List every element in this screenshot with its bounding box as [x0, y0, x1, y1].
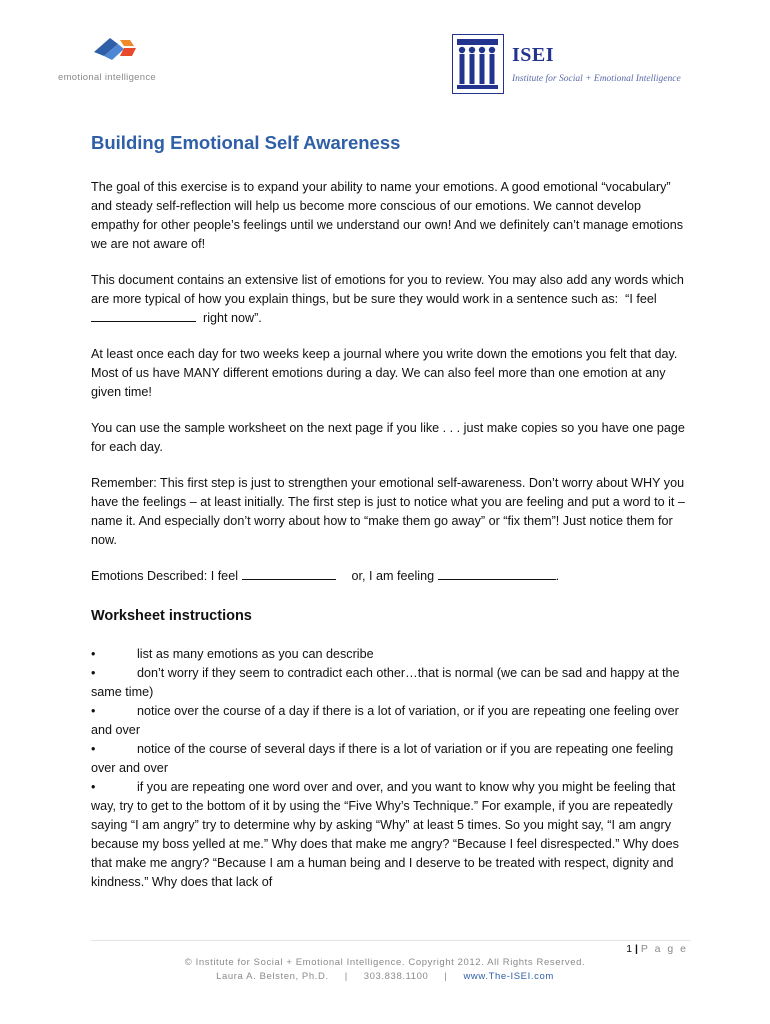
- emotions-described-line: Emotions Described: I feel or, I am feeling .: [91, 569, 560, 583]
- paragraph-document-contains: This document contains an extensive list of emotions for you to review. You may also add any words which are more typical of how you explain things, but be sure they would work in a sentence such as: “I feel right now”.: [91, 273, 684, 325]
- page-number: 1 | P a g e: [626, 943, 688, 955]
- paragraph-remember: Remember: This first step is just to strengthen your emotional self-awareness. Don’t worry about WHY you have the feelings – at least initially. The first step is just to notice what you are feeling and put a word to it – name it. And especially don’t worry about how to “make them go away” or “fix them”! Just notice them for now.: [91, 476, 685, 547]
- emotional-intelligence-logo: [58, 34, 178, 84]
- document-body: [91, 130, 691, 892]
- worksheet-heading: Worksheet instructions: [91, 608, 252, 624]
- feel-blank: [242, 568, 336, 580]
- footer-author: Laura A. Belsten, Ph.D.: [216, 971, 329, 982]
- list-item: • if you are repeating one word over and over, and you want to know why you might be feeling that way, try to get to the bottom of it by using the “Five Why’s Technique.” For example, if you are repeatedly saying “I am angry” try to determine why by asking “Why” at least 5 times. So you might say, “I am angry because my boss yelled at me.” Why does that make me angry? “Because I feel disrespected.” Why does that make me angry? “Because I am a human being and I deserve to be treated with respect, dignity and kindness.” Why does that lack of: [91, 780, 679, 889]
- isei-figures-icon: [452, 34, 504, 94]
- list-item: • list as many emotions as you can describe: [91, 647, 374, 661]
- footer-copyright: © Institute for Social + Emotional Intelligence. Copyright 2012. All Rights Reserved.: [184, 957, 586, 968]
- footer-phone: 303.838.1100: [363, 971, 429, 982]
- fill-in-blank: [91, 310, 196, 322]
- isei-logo: [452, 34, 702, 98]
- paragraph-journal: At least once each day for two weeks keep a journal where you write down the emotions you felt that day. Most of us have MANY different emotions during a day. We can also feel more than one emotion at any given time!: [91, 347, 678, 399]
- footer-website-link[interactable]: www.The-ISEI.com: [463, 971, 554, 982]
- footer-divider: [91, 940, 691, 941]
- document-title: Building Emotional Self Awareness: [91, 132, 401, 153]
- feeling-blank: [438, 568, 556, 580]
- list-item: • notice over the course of a day if there is a lot of variation, or if you are repeating one feeling over and over: [91, 704, 679, 737]
- worksheet-instructions-list: [91, 645, 691, 892]
- ei-logo-text: emotional intelligence: [58, 72, 156, 83]
- isei-name: ISEI: [512, 44, 555, 66]
- list-item: • don’t worry if they seem to contradict each other…that is normal (we can be sad and happy at the same time): [91, 666, 680, 699]
- footer-contact: Laura A. Belsten, Ph.D. | 303.838.1100 | www.The-ISEI.com: [216, 971, 554, 982]
- list-item: • notice of the course of several days if there is a lot of variation or if you are repeating one feeling over and over: [91, 742, 674, 775]
- isei-subtitle: Institute for Social + Emotional Intelligence: [512, 74, 681, 84]
- ei-logo-mark-icon: [92, 34, 138, 64]
- paragraph-worksheet: You can use the sample worksheet on the next page if you like . . . just make copies so you have one page for each day.: [91, 421, 685, 454]
- paragraph-goal: The goal of this exercise is to expand your ability to name your emotions. A good emotional “vocabulary” and steady self-reflection will help us become more conscious of our emotions. We cannot develop empathy for other people’s feelings until we understand our own! And we definitely can’t manage emotions we are not aware of!: [91, 180, 684, 251]
